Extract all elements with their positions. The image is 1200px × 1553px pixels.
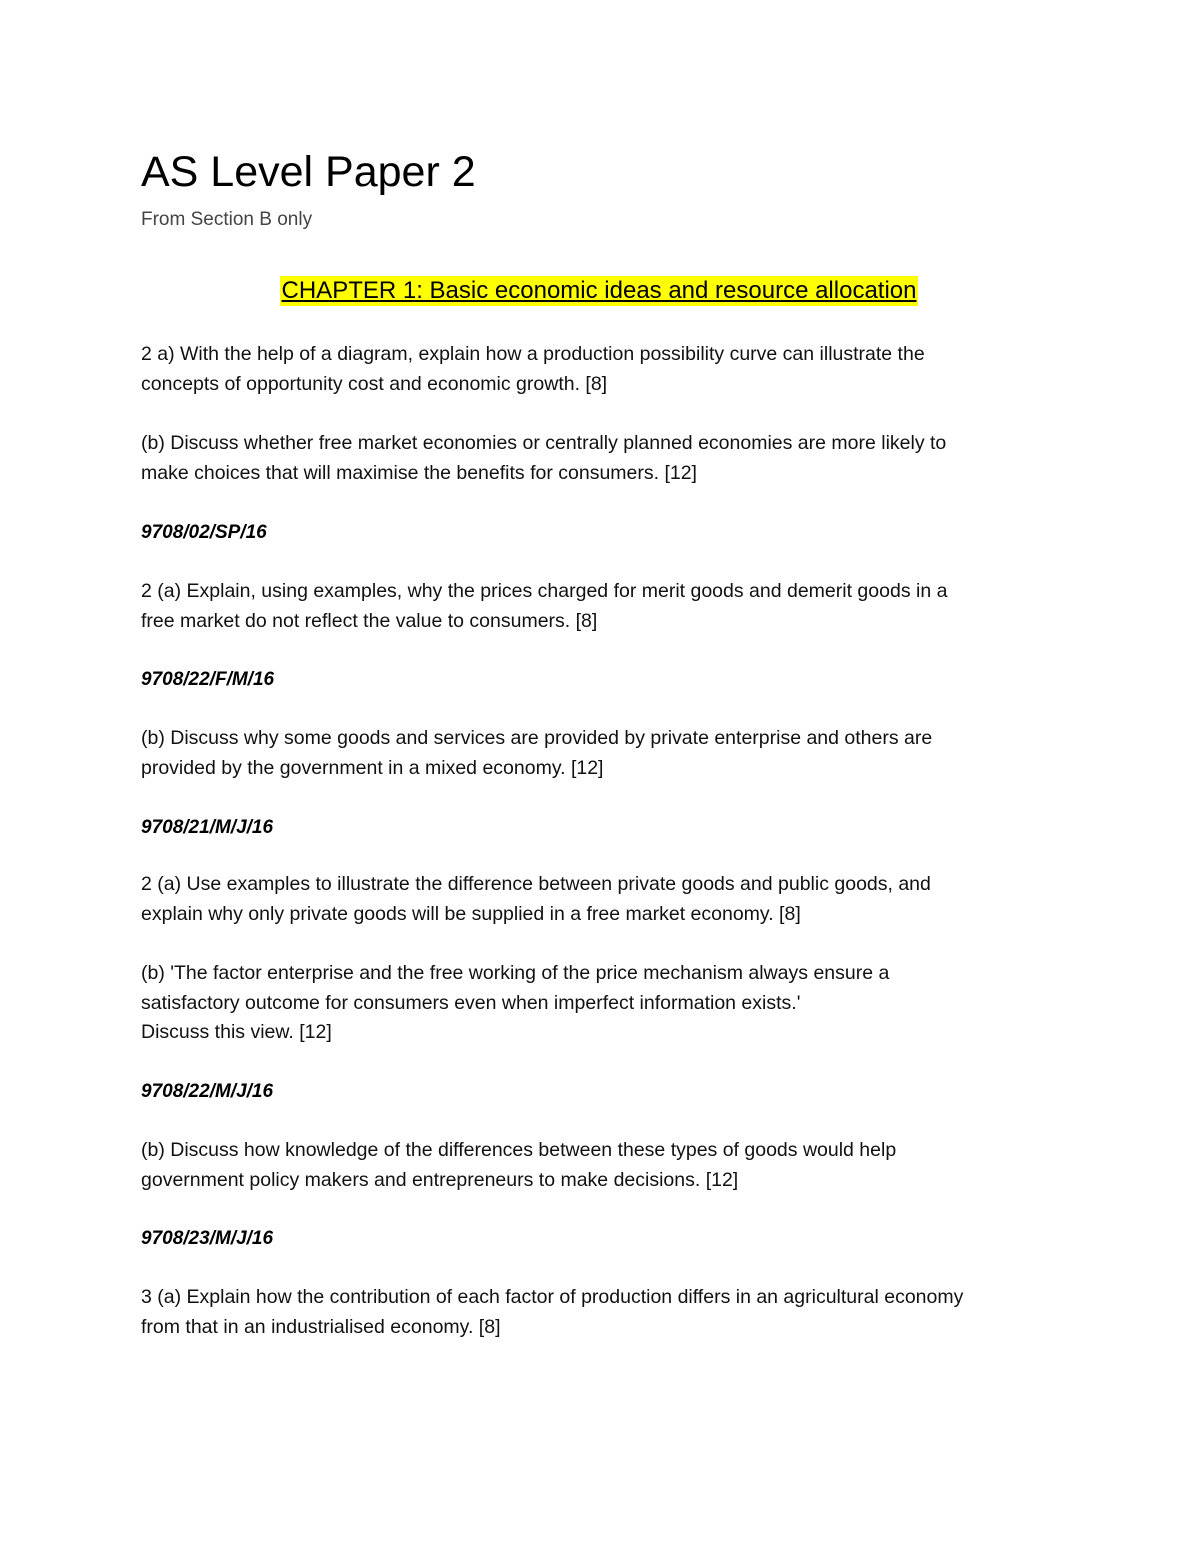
chapter-heading: CHAPTER 1: Basic economic ideas and resource allocation <box>281 277 917 304</box>
question-b-policy-makers <box>141 1136 1061 1195</box>
question-line: 2 (a) Explain, using examples, why the prices charged for merit goods and demerit goods in a <box>141 580 948 602</box>
paper-code: 9708/22/F/M/16 <box>141 669 275 690</box>
paper-code: 9708/23/M/J/16 <box>141 1228 274 1249</box>
question-line: 2 (a) Use examples to illustrate the difference between private goods and public goods, and <box>141 873 931 895</box>
question-line: free market do not reflect the value to consumers. [8] <box>141 609 598 632</box>
question-3a-factors-of-production <box>141 1283 1061 1342</box>
question-line: (b) Discuss how knowledge of the differences between these types of goods would help <box>141 1139 897 1161</box>
question-2b-economies <box>141 429 1061 488</box>
question-line: (b) Discuss whether free market economies or centrally planned economies are more likely to <box>141 432 947 454</box>
question-line: (b) Discuss why some goods and services are provided by private enterprise and others are <box>141 727 933 749</box>
question-b-mixed-economy <box>141 724 1061 783</box>
paper-code: 9708/22/M/J/16 <box>141 1081 274 1102</box>
question-line: provided by the government in a mixed economy. [12] <box>141 756 604 779</box>
paper-code: 9708/02/SP/16 <box>141 522 267 543</box>
question-line: satisfactory outcome for consumers even when imperfect information exists.' <box>141 991 801 1014</box>
question-2a-merit-goods <box>141 577 1061 636</box>
question-line: explain why only private goods will be supplied in a free market economy. [8] <box>141 902 801 925</box>
question-line: government policy makers and entrepreneurs to make decisions. [12] <box>141 1168 739 1191</box>
question-b-enterprise-view <box>141 959 1061 1048</box>
question-line: from that in an industrialised economy. [8] <box>141 1315 501 1338</box>
question-2a-private-public-goods <box>141 870 1061 929</box>
paper-code: 9708/21/M/J/16 <box>141 817 274 838</box>
question-2a-ppc <box>141 340 1061 399</box>
document-subtitle: From Section B only <box>141 209 313 230</box>
question-line: (b) 'The factor enterprise and the free working of the price mechanism always ensure a <box>141 962 890 984</box>
document-title: AS Level Paper 2 <box>141 148 476 196</box>
question-line: concepts of opportunity cost and economic growth. [8] <box>141 372 608 395</box>
question-line: make choices that will maximise the benefits for consumers. [12] <box>141 461 697 484</box>
chapter-heading-row <box>141 276 1057 306</box>
question-line: 3 (a) Explain how the contribution of each factor of production differs in an agricultural economy <box>141 1286 964 1308</box>
question-line: Discuss this view. [12] <box>141 1021 332 1043</box>
question-line: 2 a) With the help of a diagram, explain how a production possibility curve can illustrate the <box>141 343 925 365</box>
